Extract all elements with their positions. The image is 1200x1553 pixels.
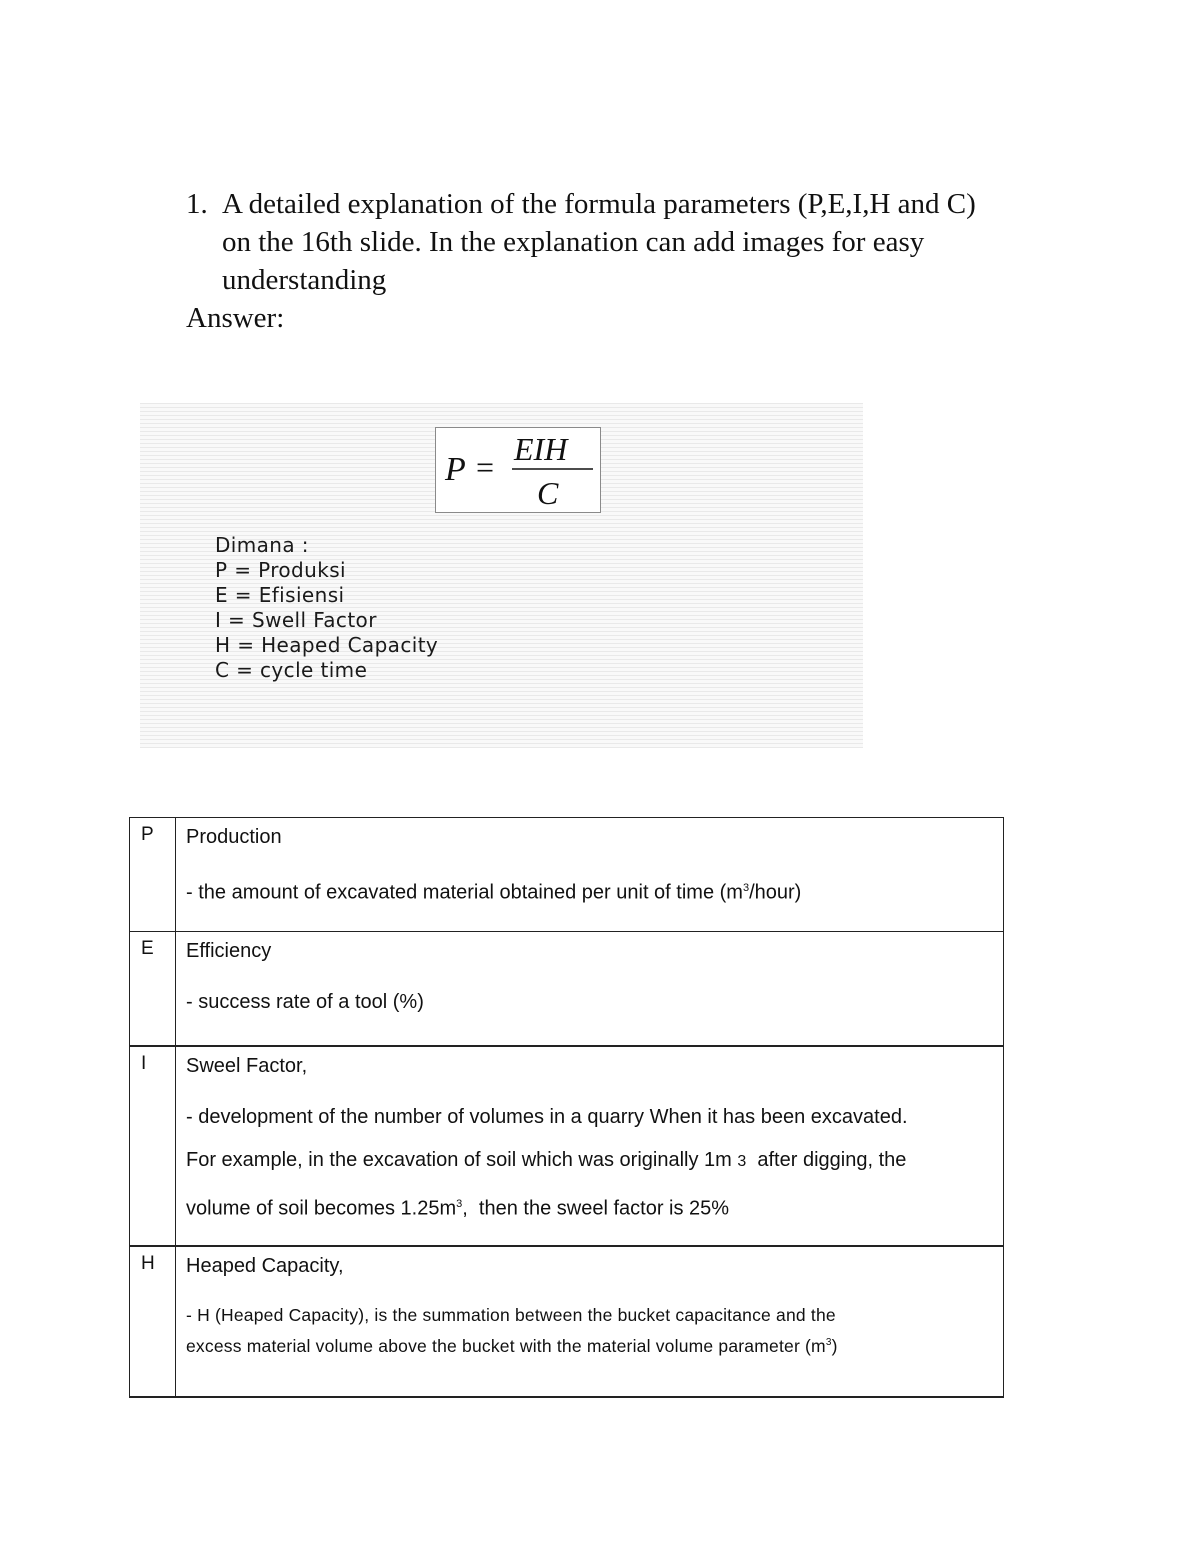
table-row [130,1046,1004,1246]
superscript: 3 [742,882,750,894]
table-row [130,818,1004,932]
formula-box [435,427,601,513]
description-text: ) [831,1335,838,1356]
table-row [130,1246,1004,1397]
description-cell [176,932,1004,1046]
parameter-title: Efficiency [186,940,272,962]
parameter-table [129,817,1004,1398]
description-text: after digging, the [746,1148,907,1171]
symbol-cell: E [130,932,176,1046]
parameter-description [186,1301,993,1360]
answer-label: Answer: [186,302,285,334]
formula-svg [436,428,600,512]
unit-text: 3 [737,1152,747,1170]
question-text: A detailed explanation of the formula parameters (P,E,I,H and C) on the 16th slide. In the explanation can add images for easy understanding [222,188,976,296]
description-cell [176,1046,1004,1246]
description-text: - the amount of excavated material obtained per unit of time (m [186,881,743,904]
description-line [186,1329,993,1360]
description-text: For example, in the excavation of soil which was originally 1m [186,1148,738,1171]
symbol-cell: I [130,1046,176,1246]
parameter-description [186,1096,993,1231]
description-line [186,1139,993,1183]
legend-title: Dimana : [215,533,309,557]
question-row [186,185,986,299]
formula-legend [215,533,438,683]
question-number: 1. [186,188,208,220]
formula-numerator: EIH [514,431,568,467]
superscript: 3 [456,1197,463,1210]
symbol-cell: P [130,818,176,932]
description-text: excess material volume above the bucket with the material volume parameter (m [186,1335,826,1356]
formula-denominator: C [537,475,559,511]
formula-slide-image [140,403,863,748]
table-row [130,932,1004,1046]
description-cell [176,818,1004,932]
description-text: volume of soil becomes 1.25m [186,1197,457,1220]
legend-item: C = cycle time [215,658,368,682]
description-cell [176,1246,1004,1397]
legend-item: E = Efisiensi [215,583,345,607]
parameter-description [186,867,993,915]
formula-equals: = [476,449,495,485]
symbol-cell: H [130,1246,176,1397]
formula-lhs: P [445,451,466,488]
parameter-title: Sweel Factor, [186,1054,308,1077]
legend-item: P = Produksi [215,558,346,582]
legend-item: H = Heaped Capacity [215,633,439,657]
superscript: 3 [825,1336,832,1348]
description-text: , then the sweel factor is 25% [462,1197,730,1220]
description-text: /hour) [749,881,802,904]
question-block [186,185,986,337]
parameter-description: - success rate of a tool (%) [186,991,424,1013]
parameter-title: Production [186,826,282,848]
parameter-title: Heaped Capacity, [186,1254,344,1277]
description-line: - H (Heaped Capacity), is the summation between the bucket capacitance and the [186,1304,836,1325]
description-line [186,1183,993,1231]
description-line: - development of the number of volumes in a quarry When it has been excavated. [186,1105,908,1128]
legend-item: I = Swell Factor [215,608,377,632]
